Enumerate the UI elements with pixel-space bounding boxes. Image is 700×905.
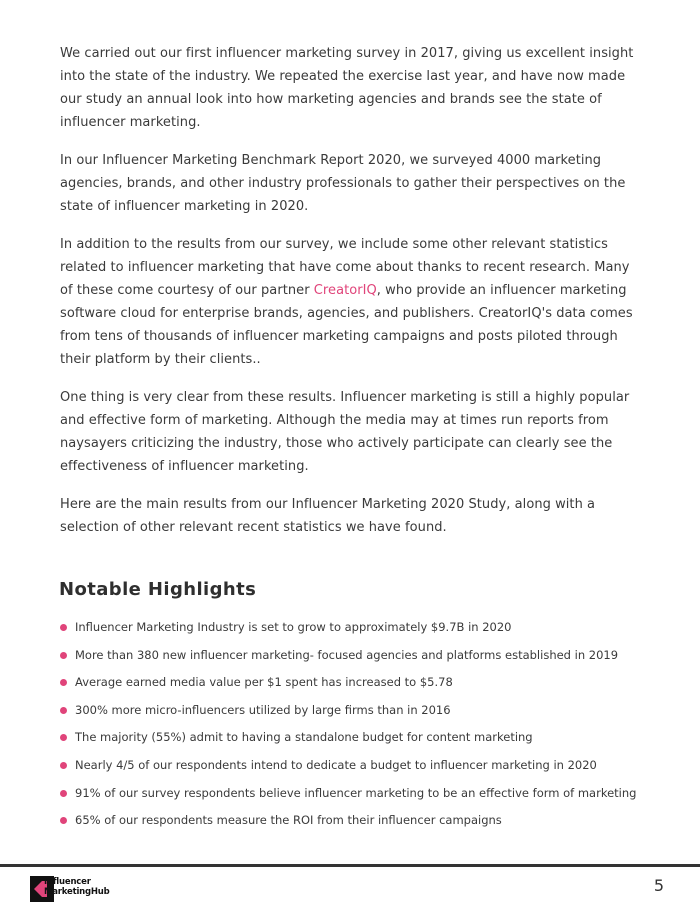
highlight-text: Average earned media value per $1 spent has increased to $5.78 (75, 675, 453, 690)
influencer-marketing-hub-logo (30, 876, 140, 902)
highlight-text: More than 380 new influencer marketing- focused agencies and platforms established in 2019 (75, 647, 619, 662)
bullet-icon (60, 652, 67, 659)
page-number: 5 (653, 876, 664, 895)
bullet-icon (60, 734, 67, 741)
bullet-icon (60, 624, 67, 631)
highlight-text: Influencer Marketing Industry is set to grow to approximately $9.7B in 2020 (75, 620, 512, 634)
highlights-list (60, 617, 636, 838)
list-item (60, 700, 636, 728)
highlight-text: Nearly 4/5 of our respondents intend to dedicate a budget to influencer marketing in 2020 (75, 757, 597, 772)
bullet-icon (60, 762, 67, 769)
creatoriq-link[interactable]: CreatorIQ (313, 283, 377, 298)
logo-line-1: Influencer (44, 877, 91, 887)
logo-line-2: MarketingHub (44, 887, 110, 897)
creatoriq-text-before: In addition to the results from our survey, we include some other relevant statistics related to influencer marketing that have come about thanks to recent research. Many of these come courtesy of our partner (60, 237, 630, 298)
intro-paragraph: We carried out our first influencer marketing survey in 2017, giving us excellent insight into the state of the industry. We repeated the exercise last year, and have now made our study an annual look into how marketing agencies and brands see the state of influencer marketing. (60, 46, 634, 130)
list-item (60, 617, 636, 645)
list-item (60, 755, 636, 783)
highlight-text: 65% of our respondents measure the ROI from their influencer campaigns (75, 813, 502, 828)
highlights-heading: Notable Highlights (59, 579, 257, 600)
highlight-text: The majority (55%) admit to having a standalone budget for content marketing (75, 730, 533, 745)
highlight-text: 91% of our survey respondents believe influencer marketing to be an effective form of marketing (75, 785, 637, 800)
list-item (60, 810, 636, 838)
list-item (60, 645, 636, 673)
creatoriq-paragraph (60, 233, 640, 371)
highlight-text: 300% more micro-influencers utilized by large firms than in 2016 (75, 702, 451, 717)
body-text (60, 42, 640, 554)
bullet-icon (60, 817, 67, 824)
list-item (60, 672, 636, 700)
bullet-icon (60, 679, 67, 686)
list-item (60, 727, 636, 755)
list-item (60, 783, 636, 811)
bullet-icon (60, 707, 67, 714)
logo-wordmark (44, 877, 110, 897)
bullet-icon (60, 790, 67, 797)
summary-paragraph: Here are the main results from our Influencer Marketing 2020 Study, along with a selection of other relevant recent statistics we have found. (60, 497, 596, 535)
results-paragraph: One thing is very clear from these results. Influencer marketing is still a highly popular and effective form of marketing. Although the media may at times run reports from naysayers criticizing the industry, those who actively participate can clearly see the effectiveness of influencer marketing. (60, 390, 630, 474)
benchmark-paragraph: In our Influencer Marketing Benchmark Report 2020, we surveyed 4000 marketing agencies, brands, and other industry professionals to gather their perspectives on the state of influencer marketing in 2020. (60, 153, 626, 214)
footer-divider (0, 864, 700, 867)
creatoriq-text-after: , who provide an influencer marketing software cloud for enterprise brands, agencies, and publishers. CreatorIQ's data comes from tens of thousands of influencer marketing campaigns and posts piloted through their platform by their clients.. (60, 283, 633, 367)
